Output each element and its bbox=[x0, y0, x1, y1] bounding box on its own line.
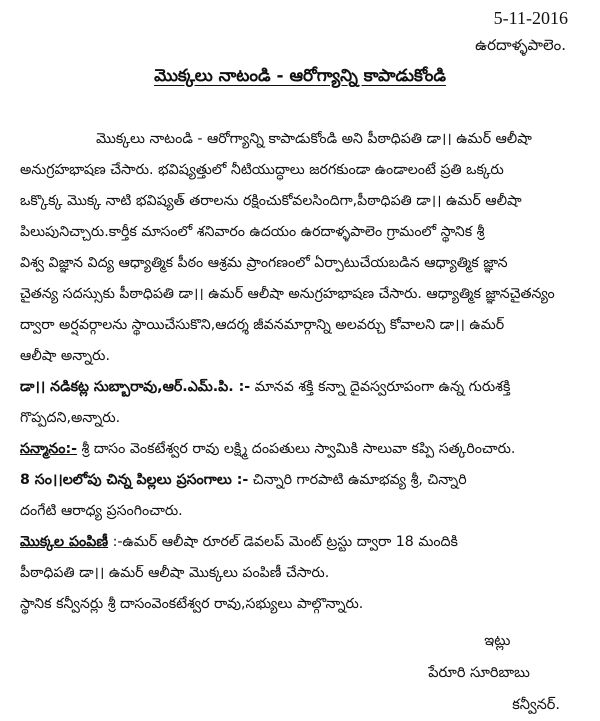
paragraph-line: దంగేటి ఆరాధ్య ప్రసంగించారు. bbox=[20, 503, 183, 519]
signatory-name: పేరూరి సూరిబాబు bbox=[428, 665, 530, 681]
date: 5-11-2016 bbox=[493, 8, 568, 28]
signoff bbox=[428, 625, 560, 721]
speaker-paragraph bbox=[20, 372, 582, 403]
paragraph-line: విశ్వ విజ్ఞాన విద్య ఆధ్యాత్మిక పీఠం ఆశ్రమ ప్రాంగణంలో ఏర్పాటుచేయబడిన ఆధ్యాత్మిక జ్ఞాన bbox=[20, 255, 508, 271]
children-speech-label: 8 సం।।లలోపు చిన్న పిల్లలు ప్రసంగాలు :- bbox=[20, 472, 249, 488]
children-speech-text: చిన్నారి గారపాటి ఉమాభవ్య శ్రీ, చిన్నారి bbox=[248, 472, 467, 488]
paragraph-line: చైతన్య సదస్సుకు పీఠాధిపతి డా।। ఉమర్ ఆలీషా అనుగ్రహభాషణ చేసారు. ఆధ్యాత్మిక జ్ఞానచైతన్యం bbox=[20, 286, 555, 302]
children-speech-paragraph bbox=[20, 465, 582, 496]
signatory-role: కన్వీనర్. bbox=[512, 697, 560, 713]
paragraph-line: పిలుపునిచ్చారు.కార్తీక మాసంలో శనివారం ఉదయం ఉరదాళ్ళపాలెం గ్రామంలో స్థానిక శ్రీ bbox=[20, 224, 485, 240]
paragraph-line: స్థానిక కన్వీనర్లు శ్రీ దాసంవెంకటేశ్వర రావు,సభ్యులు పాల్గొన్నారు. bbox=[20, 596, 364, 612]
document-title-text: మొక్కలు నాటండి - ఆరోగ్యాన్ని కాపాడుకోండి bbox=[154, 66, 446, 86]
speaker-text: మానవ శక్తి కన్నా దైవస్వరూపంగా ఉన్న గురుశక్తి bbox=[250, 379, 511, 395]
plant-distribution-paragraph bbox=[20, 527, 582, 558]
paragraph-line: ఒక్కొక్క మొక్క నాటి భవిష్యత్ తరాలను రక్షించుకోవలసిందిగా,పీఠాధిపతి డా।। ఉమర్ ఆలీషా bbox=[20, 193, 522, 209]
closing: ఇట్లు bbox=[484, 633, 511, 649]
place: ఉరదాళ్ళపాలెం. bbox=[475, 36, 566, 54]
speaker-label: డా।। నడికట్ల సుబ్బారావు,ఆర్.ఎమ్.పి. :- bbox=[20, 379, 251, 395]
paragraph-line: గొప్పదని,అన్నారు. bbox=[20, 410, 121, 426]
plant-distribution-label: మొక్కల పంపిణీ bbox=[20, 534, 109, 550]
document-title bbox=[0, 66, 600, 90]
document-body bbox=[20, 124, 582, 620]
paragraph-line: పీఠాధిపతి డా।। ఉమర్ ఆలీషా మొక్కలు పంపిణీ చేసారు. bbox=[20, 565, 330, 581]
honour-text: శ్రీ దాసం వెంకటేశ్వర రావు లక్ష్మి దంపతులు స్వామికి సాలువా కప్పి సత్కరించారు. bbox=[77, 441, 516, 457]
honour-label: సన్మానం:- bbox=[20, 441, 78, 457]
paragraph-line: అనుగ్రహభాషణ చేసారు. భవిష్యత్తులో నీటియుద్ధాలు జరగకుండా ఉండాలంటే ప్రతి ఒక్కరు bbox=[20, 162, 504, 178]
plant-distribution-text: :-ఉమర్ ఆలీషా రూరల్ డెవలప్ మెంట్ ట్రస్టు ద్వారా 18 మందికి bbox=[108, 534, 458, 550]
honour-paragraph bbox=[20, 434, 582, 465]
paragraph-line: ఆలీషా అన్నారు. bbox=[20, 348, 110, 364]
paragraph-line: ద్వారా అర్షవర్గాలను స్థాయిచేసుకొని,ఆదర్శ జీవనమార్గాన్ని అలవర్చు కోవాలని డా।। ఉమర్ bbox=[20, 317, 505, 333]
paragraph-line: మొక్కలు నాటండి - ఆరోగ్యాన్ని కాపాడుకోండి అని పీఠాధిపతి డా।। ఉమర్ ఆలీషా bbox=[96, 131, 532, 147]
